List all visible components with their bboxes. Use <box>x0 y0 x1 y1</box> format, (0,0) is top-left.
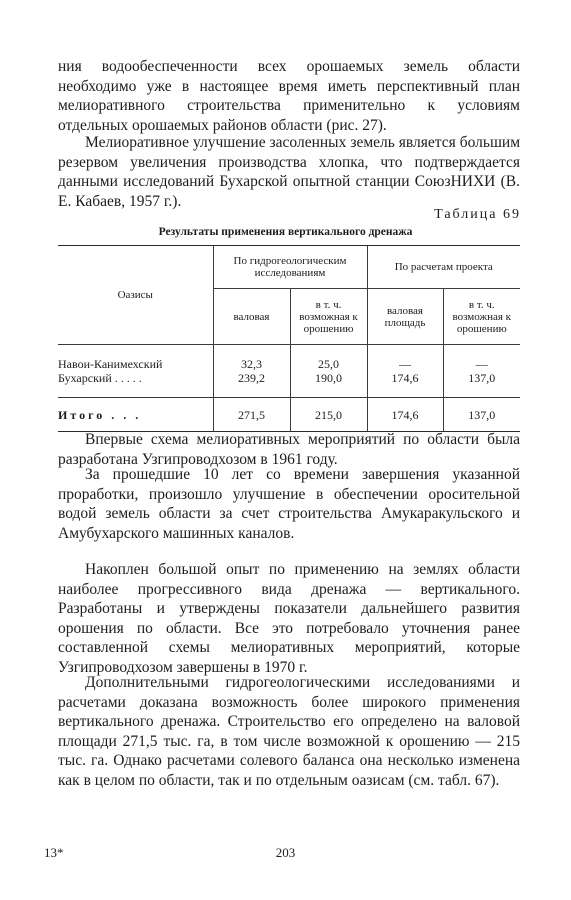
table-title: Результаты применения вертикального дренажа <box>158 226 413 238</box>
value-cell: 174,6 <box>367 371 443 385</box>
paragraph-5: Накоплен большой опыт по применению на землях области наиболее прогрессивного вида дренажа — вертикального. Разработаны и утверждены показатели дальнейшего развития орошения по области. Все это потребовало уточнения ранее составленной схемы мелиоративных мероприятий, которые Узгипроводхозом завершены в 1970 г. <box>58 561 520 676</box>
irrigable-area-header-2: в т. ч. возможная к орошению <box>443 289 520 345</box>
value-cell: 190,0 <box>290 371 367 385</box>
oasis-name: Бухарский . . . . . <box>58 371 142 385</box>
total-value: 174,6 <box>367 398 443 432</box>
table-row <box>58 357 520 371</box>
paragraph-1: ния водообеспеченности всех орошаемых земель области необходимо уже в настоящее время иметь перспективный план мелиоративного строительства применительно к условиям отдельных орошаемых районов области (рис. 27). <box>58 58 520 134</box>
hydrogeo-group-header: По гидрогеологическим исследованиям <box>213 246 367 289</box>
oasis-header: Оазисы <box>58 246 213 345</box>
page-number: 203 <box>275 845 296 860</box>
value-cell: 137,0 <box>443 371 520 385</box>
gross-area-header-1: валовая <box>213 289 290 345</box>
irrigable-area-header-1: в т. ч. возможная к орошению <box>290 289 367 345</box>
total-label: Итого . . . <box>58 398 213 432</box>
signature-mark: 13* <box>44 845 64 860</box>
table-total-row <box>58 398 520 432</box>
value-cell: — <box>367 357 443 371</box>
paragraph-4: За прошедшие 10 лет со времени завершения указанной проработки, произошло улучшение в обеспечении оросительной водой земель области за счет строительства Амукаракульского и Амубухарского машинных каналов. <box>58 466 520 542</box>
value-cell: 239,2 <box>213 371 290 385</box>
paragraph-2: Мелиоративное улучшение засоленных земель является большим резервом увеличения производства хлопка, что подтверждается данными исследований Бухарской опытной станции СоюзНИХИ (В. Е. Кабаев, 1957 г.). <box>58 134 520 210</box>
value-cell: 32,3 <box>213 357 290 371</box>
paragraph-6: Дополнительными гидрогеологическими исследованиями и расчетами доказана возможность более широкого применения вертикального дренажа. Строительство его определено на валовой площади 271,5 тыс. га, в том числе возможной к орошению — 215 тыс. га. Однако расчетами солевого баланса она несколько изменена как в целом по области, так и по отдельным оазисам (см. табл. 67). <box>58 674 520 789</box>
total-value: 215,0 <box>290 398 367 432</box>
project-group-header: По расчетам проекта <box>367 246 520 289</box>
oasis-name: Навои-Канимехский <box>58 357 163 371</box>
paragraph-3: Впервые схема мелиоративных мероприятий по области была разработана Узгипроводхозом в 1961 году. <box>58 431 520 468</box>
table-caption: Таблица 69 <box>434 207 521 222</box>
table-row <box>58 371 520 385</box>
value-cell: — <box>443 357 520 371</box>
gross-area-header-2: валовая площадь <box>367 289 443 345</box>
value-cell: 25,0 <box>290 357 367 371</box>
total-value: 271,5 <box>213 398 290 432</box>
total-value: 137,0 <box>443 398 520 432</box>
data-table <box>58 245 520 432</box>
drainage-results-table <box>58 245 520 421</box>
